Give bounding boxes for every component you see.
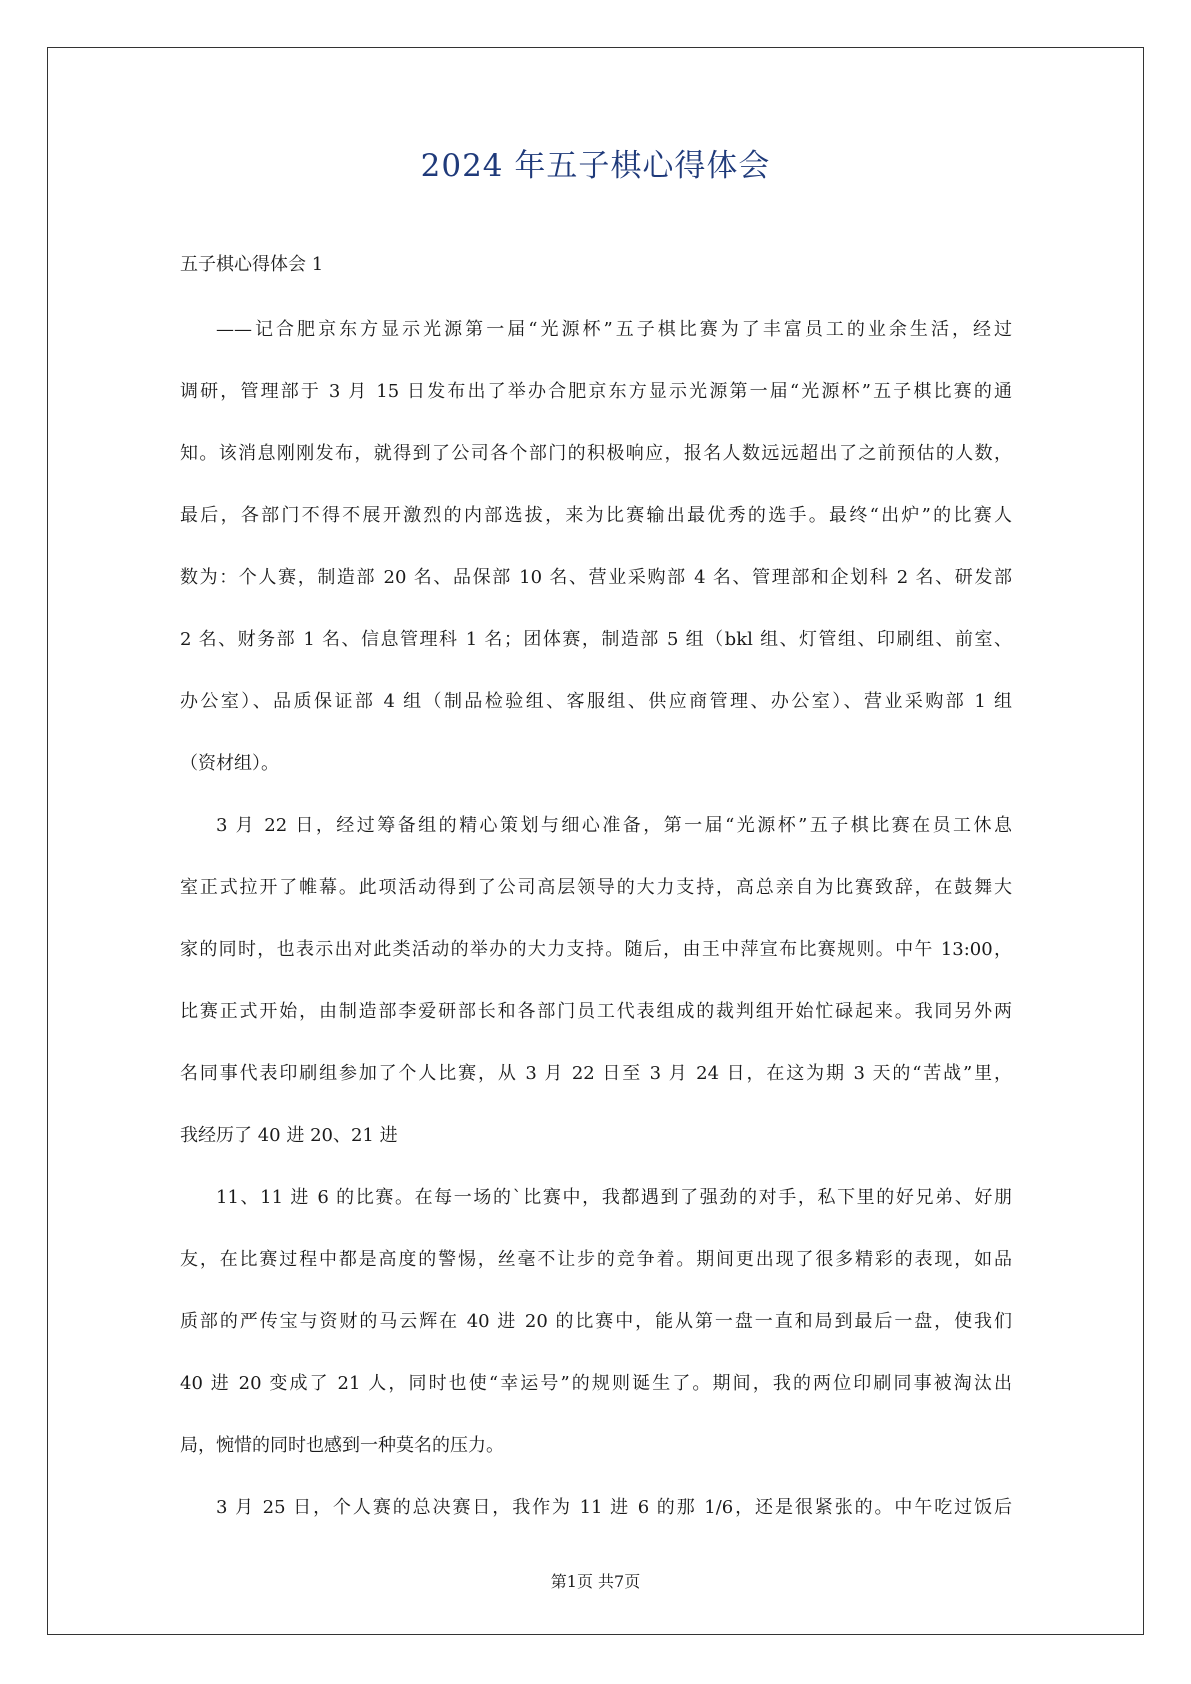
paragraph-line: （资材组）。 bbox=[180, 753, 279, 774]
document-title: 2024 年五子棋心得体会 bbox=[420, 148, 771, 184]
paragraph-line: 我经历了 40 进 20、21 进 bbox=[180, 1125, 398, 1146]
paragraph-line: 质部的严传宝与资财的马云辉在 40 进 20 的比赛中，能从第一盘一直和局到最后一盘，使我们 bbox=[180, 1311, 1012, 1332]
paragraph-line: 数为：个人赛，制造部 20 名、品保部 10 名、营业采购部 4 名、管理部和企划科 2 名、研发部 bbox=[180, 567, 1012, 588]
paragraph-line: 局，惋惜的同时也感到一种莫名的压力。 bbox=[180, 1435, 504, 1456]
paragraph-line: 知。该消息刚刚发布，就得到了公司各个部门的积极响应，报名人数远远超出了之前预估的人数， bbox=[180, 443, 1012, 464]
paragraph-line: 室正式拉开了帷幕。此项活动得到了公司高层领导的大力支持，高总亲自为比赛致辞，在鼓舞大 bbox=[180, 877, 1012, 898]
paragraph-line: ——记合肥京东方显示光源第一届“光源杯”五子棋比赛为了丰富员工的业余生活，经过 bbox=[216, 319, 1012, 340]
section-heading: 五子棋心得体会 1 bbox=[180, 254, 324, 275]
paragraph-4 bbox=[180, 1477, 1012, 1539]
document-body bbox=[180, 250, 1012, 1539]
paragraph-line: 最后，各部门不得不展开激烈的内部选拔，来为比赛输出最优秀的选手。最终“出炉”的比赛人 bbox=[180, 505, 1012, 526]
paragraph-line: 2 名、财务部 1 名、信息管理科 1 名；团体赛，制造部 5 组（bkl 组、灯管组、印刷组、前室、 bbox=[180, 629, 1012, 650]
paragraph-line: 11、11 进 6 的比赛。在每一场的`比赛中，我都遇到了强劲的对手，私下里的好兄弟、好朋 bbox=[216, 1187, 1012, 1208]
paragraph-line: 40 进 20 变成了 21 人，同时也使“幸运号”的规则诞生了。期间，我的两位印刷同事被淘汰出 bbox=[180, 1373, 1012, 1394]
paragraph-1 bbox=[180, 299, 1012, 795]
paragraph-line: 友，在比赛过程中都是高度的警惕，丝毫不让步的竞争着。期间更出现了很多精彩的表现，如品 bbox=[180, 1249, 1012, 1270]
paragraph-line: 3 月 25 日，个人赛的总决赛日，我作为 11 进 6 的那 1/6，还是很紧张的。中午吃过饭后 bbox=[216, 1497, 1012, 1518]
paragraph-line: 调研，管理部于 3 月 15 日发布出了举办合肥京东方显示光源第一届“光源杯”五子棋比赛的通 bbox=[180, 381, 1012, 402]
paragraph-line: 家的同时，也表示出对此类活动的举办的大力支持。随后，由王中萍宣布比赛规则。中午 13:00， bbox=[180, 939, 1012, 960]
paragraph-line: 3 月 22 日，经过筹备组的精心策划与细心准备，第一届“光源杯”五子棋比赛在员工休息 bbox=[216, 815, 1012, 836]
paragraph-line: 比赛正式开始，由制造部李爱研部长和各部门员工代表组成的裁判组开始忙碌起来。我同另外两 bbox=[180, 1001, 1012, 1022]
paragraph-line: 办公室）、品质保证部 4 组（制品检验组、客服组、供应商管理、办公室）、营业采购部 1 组 bbox=[180, 691, 1012, 712]
page-footer: 第1页 共7页 bbox=[550, 1572, 641, 1591]
paragraph-2 bbox=[180, 795, 1012, 1167]
paragraph-line: 名同事代表印刷组参加了个人比赛，从 3 月 22 日至 3 月 24 日，在这为期 3 天的“苦战”里， bbox=[180, 1063, 1012, 1084]
paragraph-3 bbox=[180, 1167, 1012, 1477]
